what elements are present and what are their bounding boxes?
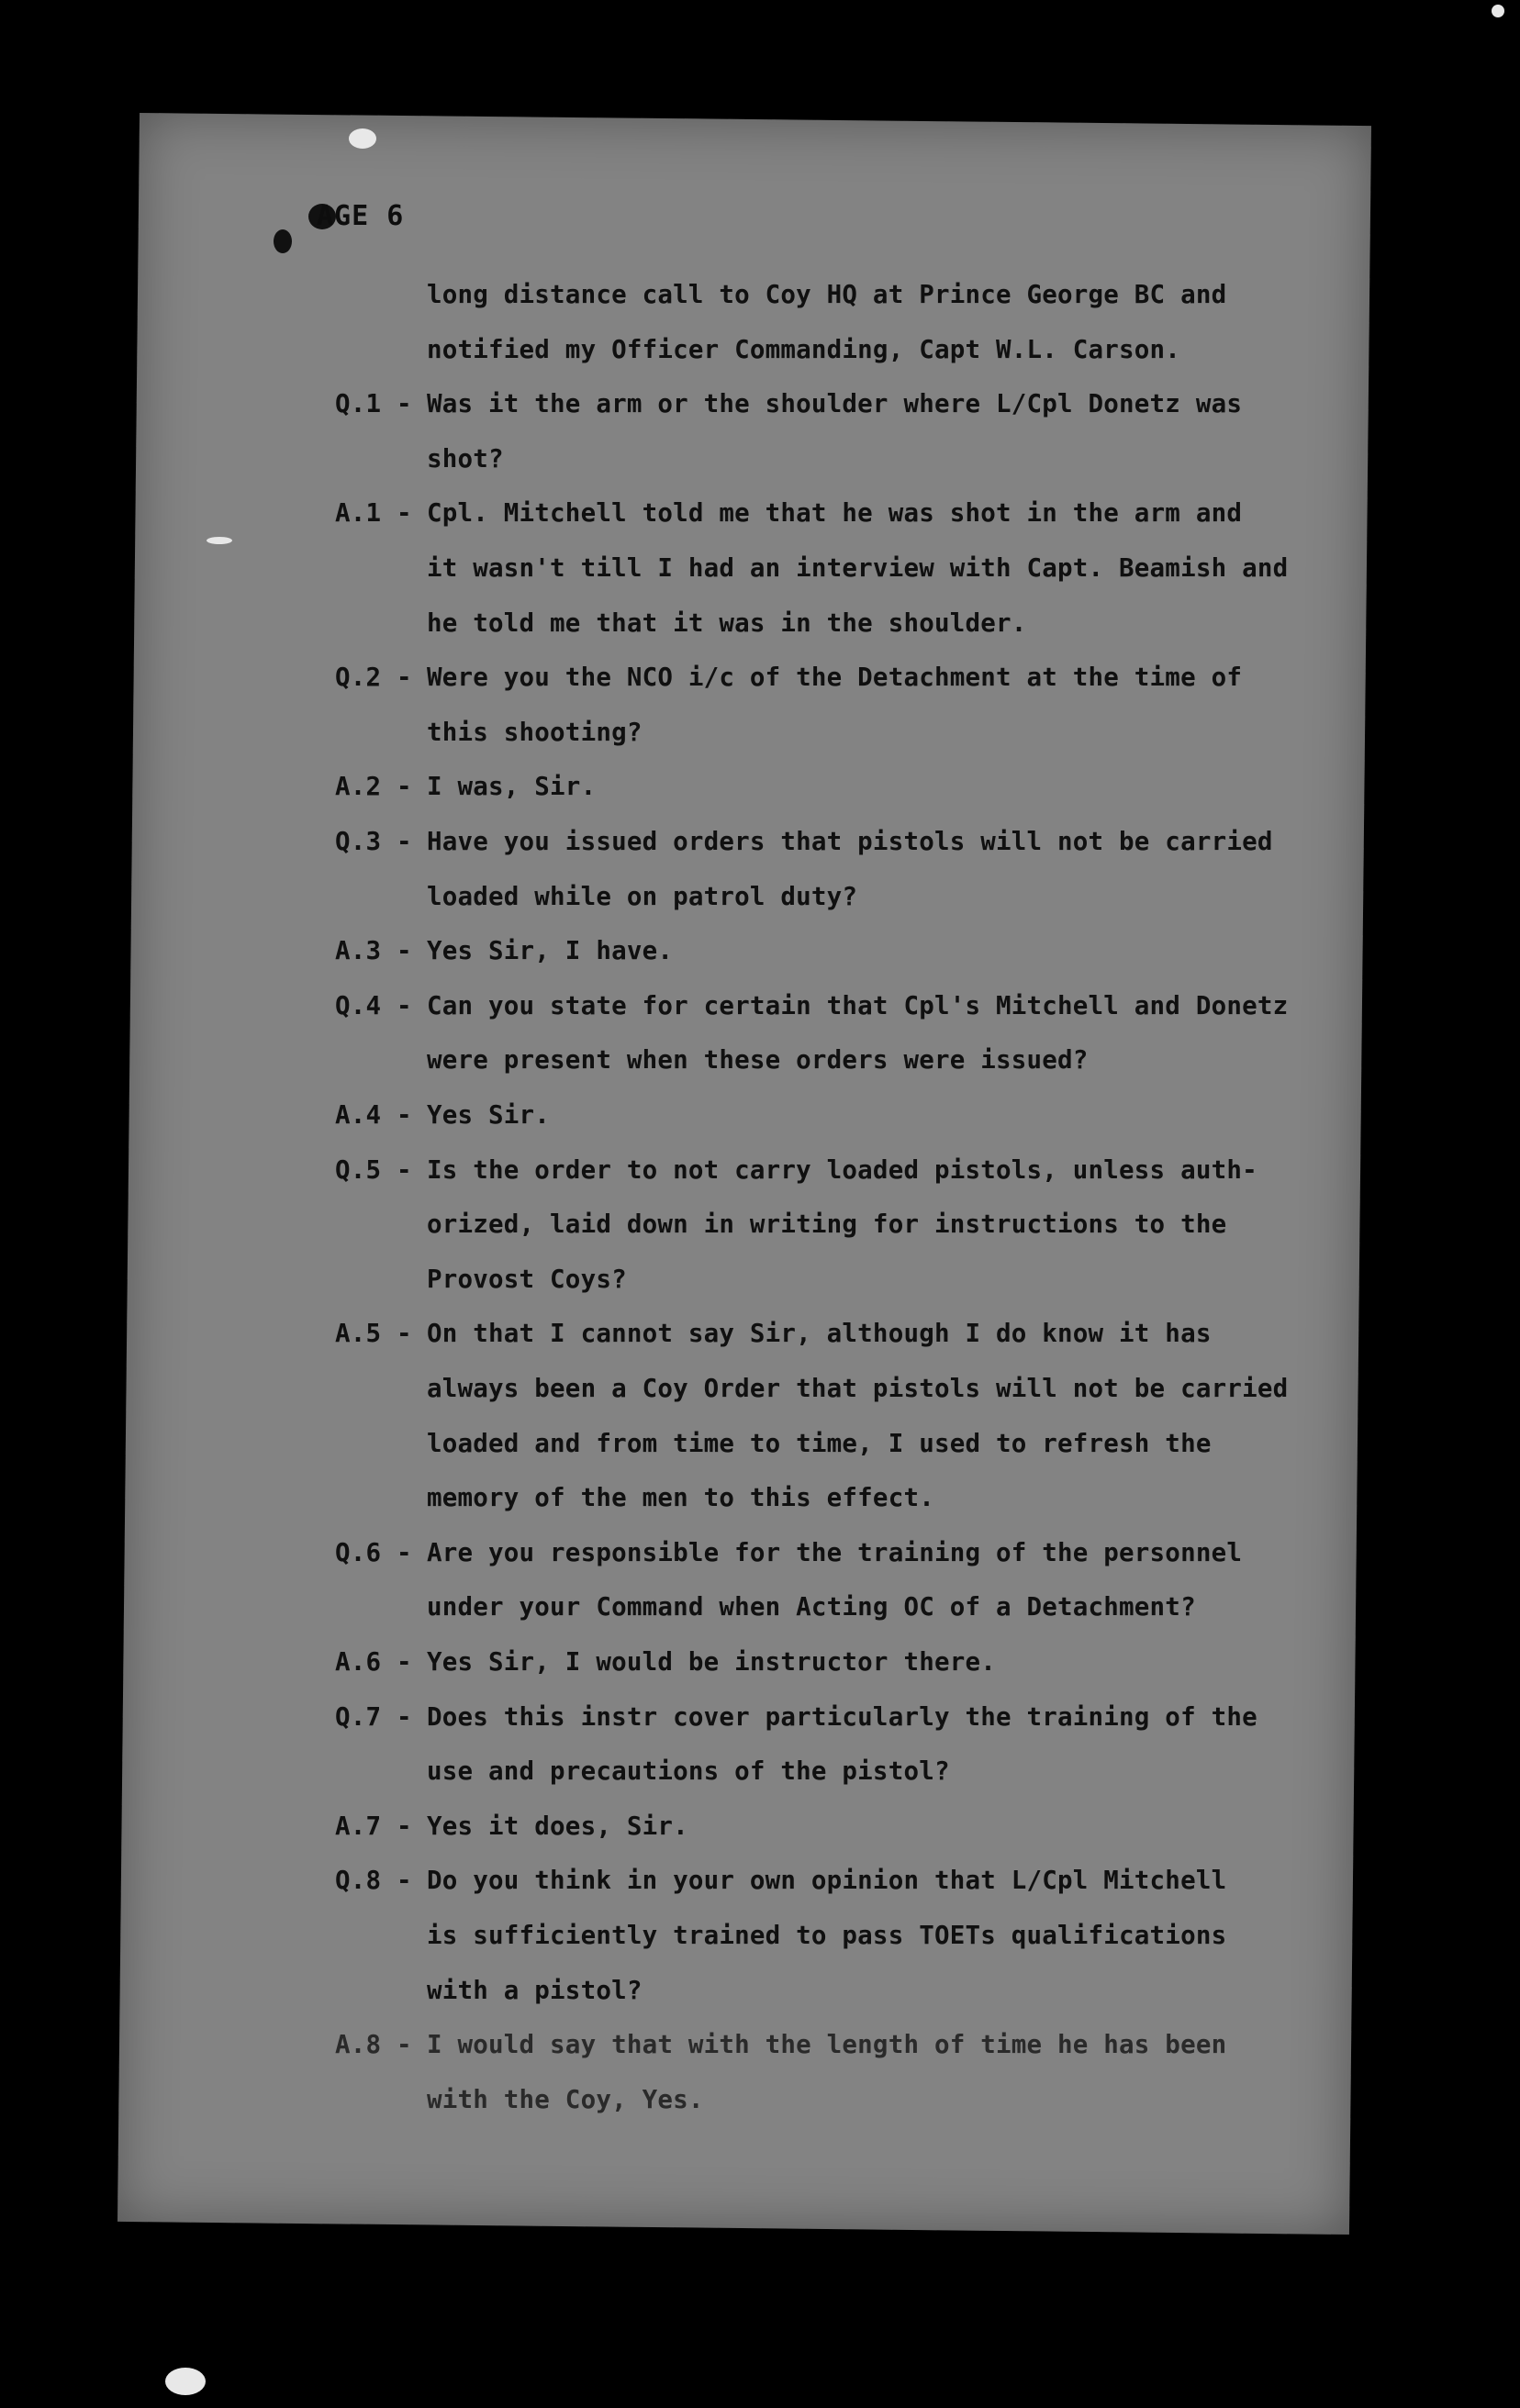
answer-text-line: always been a Coy Order that pistols will not be carried: [427, 1374, 1289, 1403]
answer-text-line: Cpl. Mitchell told me that he was shot in the arm and: [427, 498, 1243, 529]
answer-label: A.1 -: [335, 498, 412, 529]
question-label: Q.4 -: [335, 990, 412, 1020]
question-text-line: with a pistol?: [427, 1975, 643, 2005]
question-text-line: Have you issued orders that pistols will not be carried: [427, 827, 1273, 856]
answer-text-line: it wasn't till I had an interview with Capt. Beamish and: [427, 553, 1289, 583]
answer-label: A.8 -: [335, 2030, 412, 2060]
intro-line: long distance call to Coy HQ at Prince George BC and: [427, 280, 1227, 309]
question-text-line: Do you think in your own opinion that L/Cpl Mitchell: [427, 1866, 1227, 1896]
paper-speck: [1492, 5, 1504, 17]
answer-text-line: I was, Sir.: [427, 772, 597, 802]
question-text-line: loaded while on patrol duty?: [427, 881, 858, 911]
question-label: Q.2 -: [335, 663, 412, 693]
question-label: Q.7 -: [335, 1701, 412, 1732]
answer-text-line: memory of the men to this effect.: [427, 1483, 934, 1513]
question-text-line: Was it the arm or the shoulder where L/Cpl Donetz was: [427, 389, 1243, 419]
answer-text-line: On that I cannot say Sir, although I do know it has: [427, 1319, 1212, 1349]
question-text-line: under your Command when Acting OC of a Detachment?: [427, 1592, 1196, 1622]
question-label: Q.5 -: [335, 1154, 412, 1185]
question-text-line: this shooting?: [427, 717, 643, 747]
question-text-line: is sufficiently trained to pass TOETs qualifications: [427, 1921, 1227, 1950]
answer-text-line: I would say that with the length of time he has been: [427, 2030, 1227, 2060]
question-text-line: Does this instr cover particularly the training of the: [427, 1701, 1257, 1732]
question-label: Q.8 -: [335, 1866, 412, 1896]
answer-text-line: Yes Sir.: [427, 1100, 551, 1130]
question-text-line: were present when these orders were issued?: [427, 1045, 1089, 1076]
answer-label: A.4 -: [335, 1100, 412, 1130]
question-label: Q.1 -: [335, 389, 412, 419]
answer-label: A.5 -: [335, 1319, 412, 1349]
intro-line: notified my Officer Commanding, Capt W.L. Carson.: [427, 334, 1181, 364]
answer-label: A.2 -: [335, 772, 412, 802]
answer-label: A.6 -: [335, 1647, 412, 1677]
page-number-header: AGE 6: [317, 200, 405, 232]
answer-text-line: Yes Sir, I would be instructor there.: [427, 1647, 996, 1677]
question-text-line: Is the order to not carry loaded pistols, unless auth-: [427, 1154, 1257, 1185]
question-text-line: use and precautions of the pistol?: [427, 1756, 950, 1787]
answer-text-line: with the Coy, Yes.: [427, 2084, 704, 2114]
question-text-line: Provost Coys?: [427, 1264, 627, 1294]
answer-label: A.3 -: [335, 936, 412, 966]
answer-text-line: Yes Sir, I have.: [427, 936, 674, 966]
answer-label: A.7 -: [335, 1811, 412, 1841]
question-text-line: shot?: [427, 443, 504, 474]
question-text-line: orized, laid down in writing for instructions to the: [427, 1210, 1227, 1240]
question-label: Q.6 -: [335, 1537, 412, 1567]
question-text-line: Can you state for certain that Cpl's Mitchell and Donetz: [427, 990, 1289, 1020]
question-text-line: Are you responsible for the training of the personnel: [427, 1537, 1243, 1567]
ink-blot: [274, 229, 292, 253]
question-label: Q.3 -: [335, 827, 412, 856]
answer-text-line: loaded and from time to time, I used to refresh the: [427, 1428, 1212, 1458]
paper-speck: [165, 2368, 206, 2395]
answer-text-line: he told me that it was in the shoulder.: [427, 608, 1027, 638]
question-text-line: Were you the NCO i/c of the Detachment at the time of: [427, 663, 1243, 693]
paper-speck: [349, 128, 376, 149]
paper-speck: [207, 537, 232, 544]
answer-text-line: Yes it does, Sir.: [427, 1811, 688, 1841]
